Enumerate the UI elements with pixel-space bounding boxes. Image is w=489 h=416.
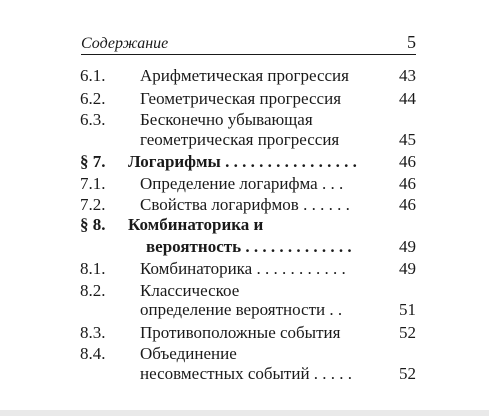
toc-entry <box>0 281 489 301</box>
toc-entry-continuation <box>0 300 489 320</box>
toc-entry-title-continued: геометрическая прогрессия <box>140 130 340 149</box>
toc-entry <box>0 66 489 86</box>
toc-entry-title: Определение логарифма . . . <box>140 174 344 193</box>
toc-section-title: Комбинаторика и <box>128 215 264 234</box>
toc-entry-title: Комбинаторика . . . . . . . . . . . <box>140 259 346 278</box>
toc-entry-title-continued: определение вероятности . . <box>140 300 343 319</box>
toc-entry-page: 51 <box>399 300 416 319</box>
toc-entry-title-continued: несовместных событий . . . . . <box>140 364 353 383</box>
toc-entry <box>0 195 489 215</box>
toc-section-number: § 7. <box>80 152 106 171</box>
toc-entry-number: 8.1. <box>80 259 106 278</box>
page-bottom-edge <box>0 410 489 416</box>
toc-entry-number: 6.1. <box>80 66 106 85</box>
toc-entry-number: 7.1. <box>80 174 106 193</box>
toc-entry-number: 6.3. <box>80 110 106 129</box>
toc-entry-title: Геометрическая прогрессия <box>140 89 342 108</box>
toc-entry-number: 8.3. <box>80 323 106 342</box>
toc-entry <box>0 323 489 343</box>
toc-entry <box>0 344 489 364</box>
toc-entry-page: 44 <box>399 89 416 108</box>
toc-entry-title: Бесконечно убывающая <box>140 110 313 129</box>
toc-section-title-continued: вероятность . . . . . . . . . . . . . <box>146 237 352 256</box>
toc-section <box>0 152 489 172</box>
toc-entry-title: Классическое <box>140 281 240 300</box>
toc-entry-number: 8.4. <box>80 344 106 363</box>
toc-entry-title: Свойства логарифмов . . . . . . <box>140 195 350 214</box>
toc-entry-title: Объединение <box>140 344 237 363</box>
toc-entry-title: Арифметическая прогрессия <box>140 66 349 85</box>
header-title: Содержание <box>81 35 169 52</box>
toc-entry <box>0 174 489 194</box>
toc-section-continuation <box>0 237 489 257</box>
toc-entry-page: 46 <box>399 174 416 193</box>
toc-entry-page: 43 <box>399 66 416 85</box>
toc-entry-page: 46 <box>399 195 416 214</box>
toc-section-number: § 8. <box>80 215 106 234</box>
toc-entry-page: 46 <box>399 152 416 171</box>
toc-entry-page: 49 <box>399 237 416 256</box>
toc-entry-continuation <box>0 130 489 150</box>
toc-section-title: Логарифмы . . . . . . . . . . . . . . . . <box>128 152 357 171</box>
toc-entry-page: 52 <box>399 323 416 342</box>
toc-entry-page: 45 <box>399 130 416 149</box>
toc-entry-number: 7.2. <box>80 195 106 214</box>
toc-section <box>0 215 489 235</box>
header-page-number: 5 <box>407 32 416 52</box>
toc-entry-page: 49 <box>399 259 416 278</box>
toc-entry-title: Противоположные события <box>140 323 341 342</box>
toc-entry-continuation <box>0 364 489 384</box>
toc-entry-page: 52 <box>399 364 416 383</box>
toc-entry <box>0 89 489 109</box>
toc-entry <box>0 259 489 279</box>
toc-entry-number: 8.2. <box>80 281 106 300</box>
toc-entry <box>0 110 489 130</box>
toc-entry-number: 6.2. <box>80 89 106 108</box>
